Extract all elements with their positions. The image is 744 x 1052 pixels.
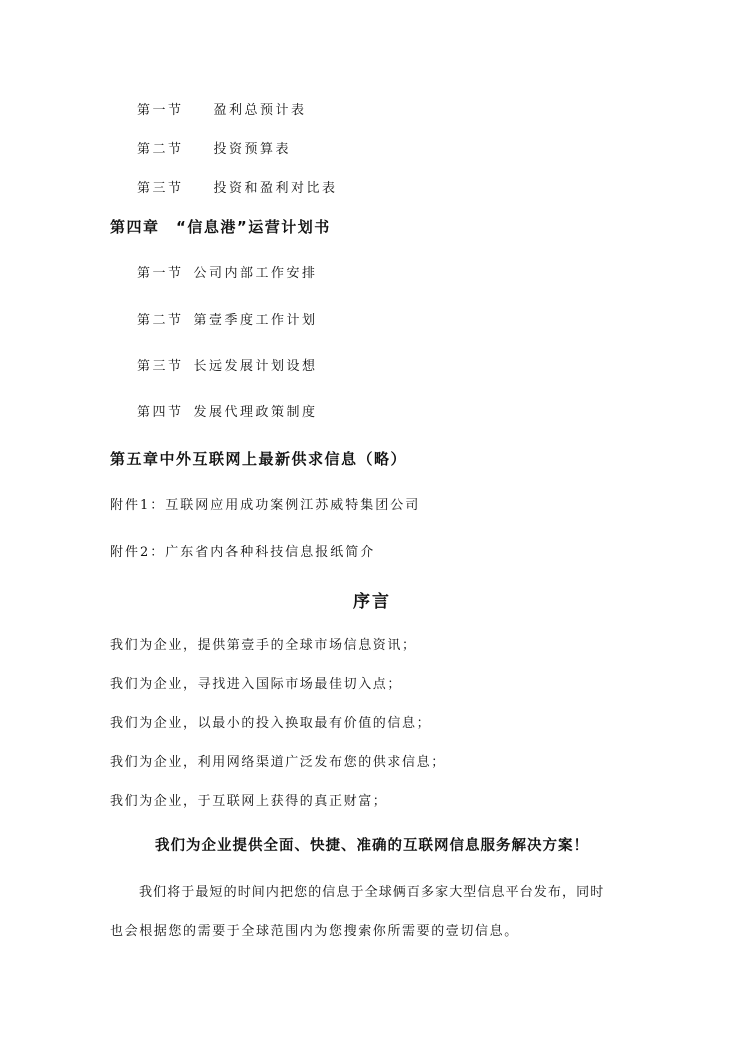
service-slogan: 我们为企业提供全面、快捷、准确的互联网信息服务解决方案！ — [155, 838, 589, 854]
preface-line-4: 我们为企业，利用网络渠道广泛发布您的供求信息； — [110, 755, 446, 770]
toc-ch3-section-1 — [137, 99, 307, 118]
section-title: 发展代理政策制度 — [193, 405, 318, 420]
toc-appendix-2: 附件2：广东省内各种科技信息报纸简介 — [110, 545, 376, 560]
toc-ch4-section-2 — [137, 309, 318, 328]
section-number: 第二节 — [137, 313, 184, 328]
section-title: 第壹季度工作计划 — [193, 313, 318, 328]
section-number: 第三节 — [137, 359, 184, 374]
section-title: 投资和盈利对比表 — [213, 181, 338, 196]
toc-ch4-section-1 — [137, 262, 318, 281]
section-number: 第一节 — [137, 266, 184, 281]
preface-line-3: 我们为企业，以最小的投入换取最有价值的信息； — [110, 716, 432, 731]
section-number: 第四节 — [137, 405, 184, 420]
section-number: 第一节 — [137, 103, 184, 118]
toc-ch4-section-3 — [137, 355, 318, 374]
body-paragraph-line-1: 我们将于最短的时间内把您的信息于全球俩百多家大型信息平台发布，同时 — [139, 885, 605, 900]
preface-line-2: 我们为企业，寻找进入国际市场最佳切入点； — [110, 677, 403, 692]
body-paragraph-line-2: 也会根据您的需要于全球范围内为您搜索你所需要的壹切信息。 — [110, 924, 519, 939]
section-number: 第二节 — [137, 142, 184, 157]
section-title: 公司内部工作安排 — [193, 266, 318, 281]
preface-line-5: 我们为企业，于互联网上获得的真正财富； — [110, 794, 388, 809]
preface-line-1: 我们为企业，提供第壹手的全球市场信息资讯； — [110, 638, 417, 653]
toc-chapter-4-title: 第四章 “信息港”运营计划书 — [110, 218, 331, 236]
toc-ch3-section-3 — [137, 177, 338, 196]
section-title: 盈利总预计表 — [213, 103, 307, 118]
toc-appendix-1: 附件1：互联网应用成功案例江苏威特集团公司 — [110, 498, 421, 513]
section-title: 长远发展计划设想 — [193, 359, 318, 374]
section-number: 第三节 — [137, 181, 184, 196]
toc-chapter-5-title: 第五章中外互联网上最新供求信息（略） — [110, 450, 408, 468]
preface-heading: 序言 — [353, 592, 391, 612]
toc-ch3-section-2 — [137, 138, 291, 157]
section-title: 投资预算表 — [213, 142, 292, 157]
toc-ch4-section-4 — [137, 401, 318, 420]
